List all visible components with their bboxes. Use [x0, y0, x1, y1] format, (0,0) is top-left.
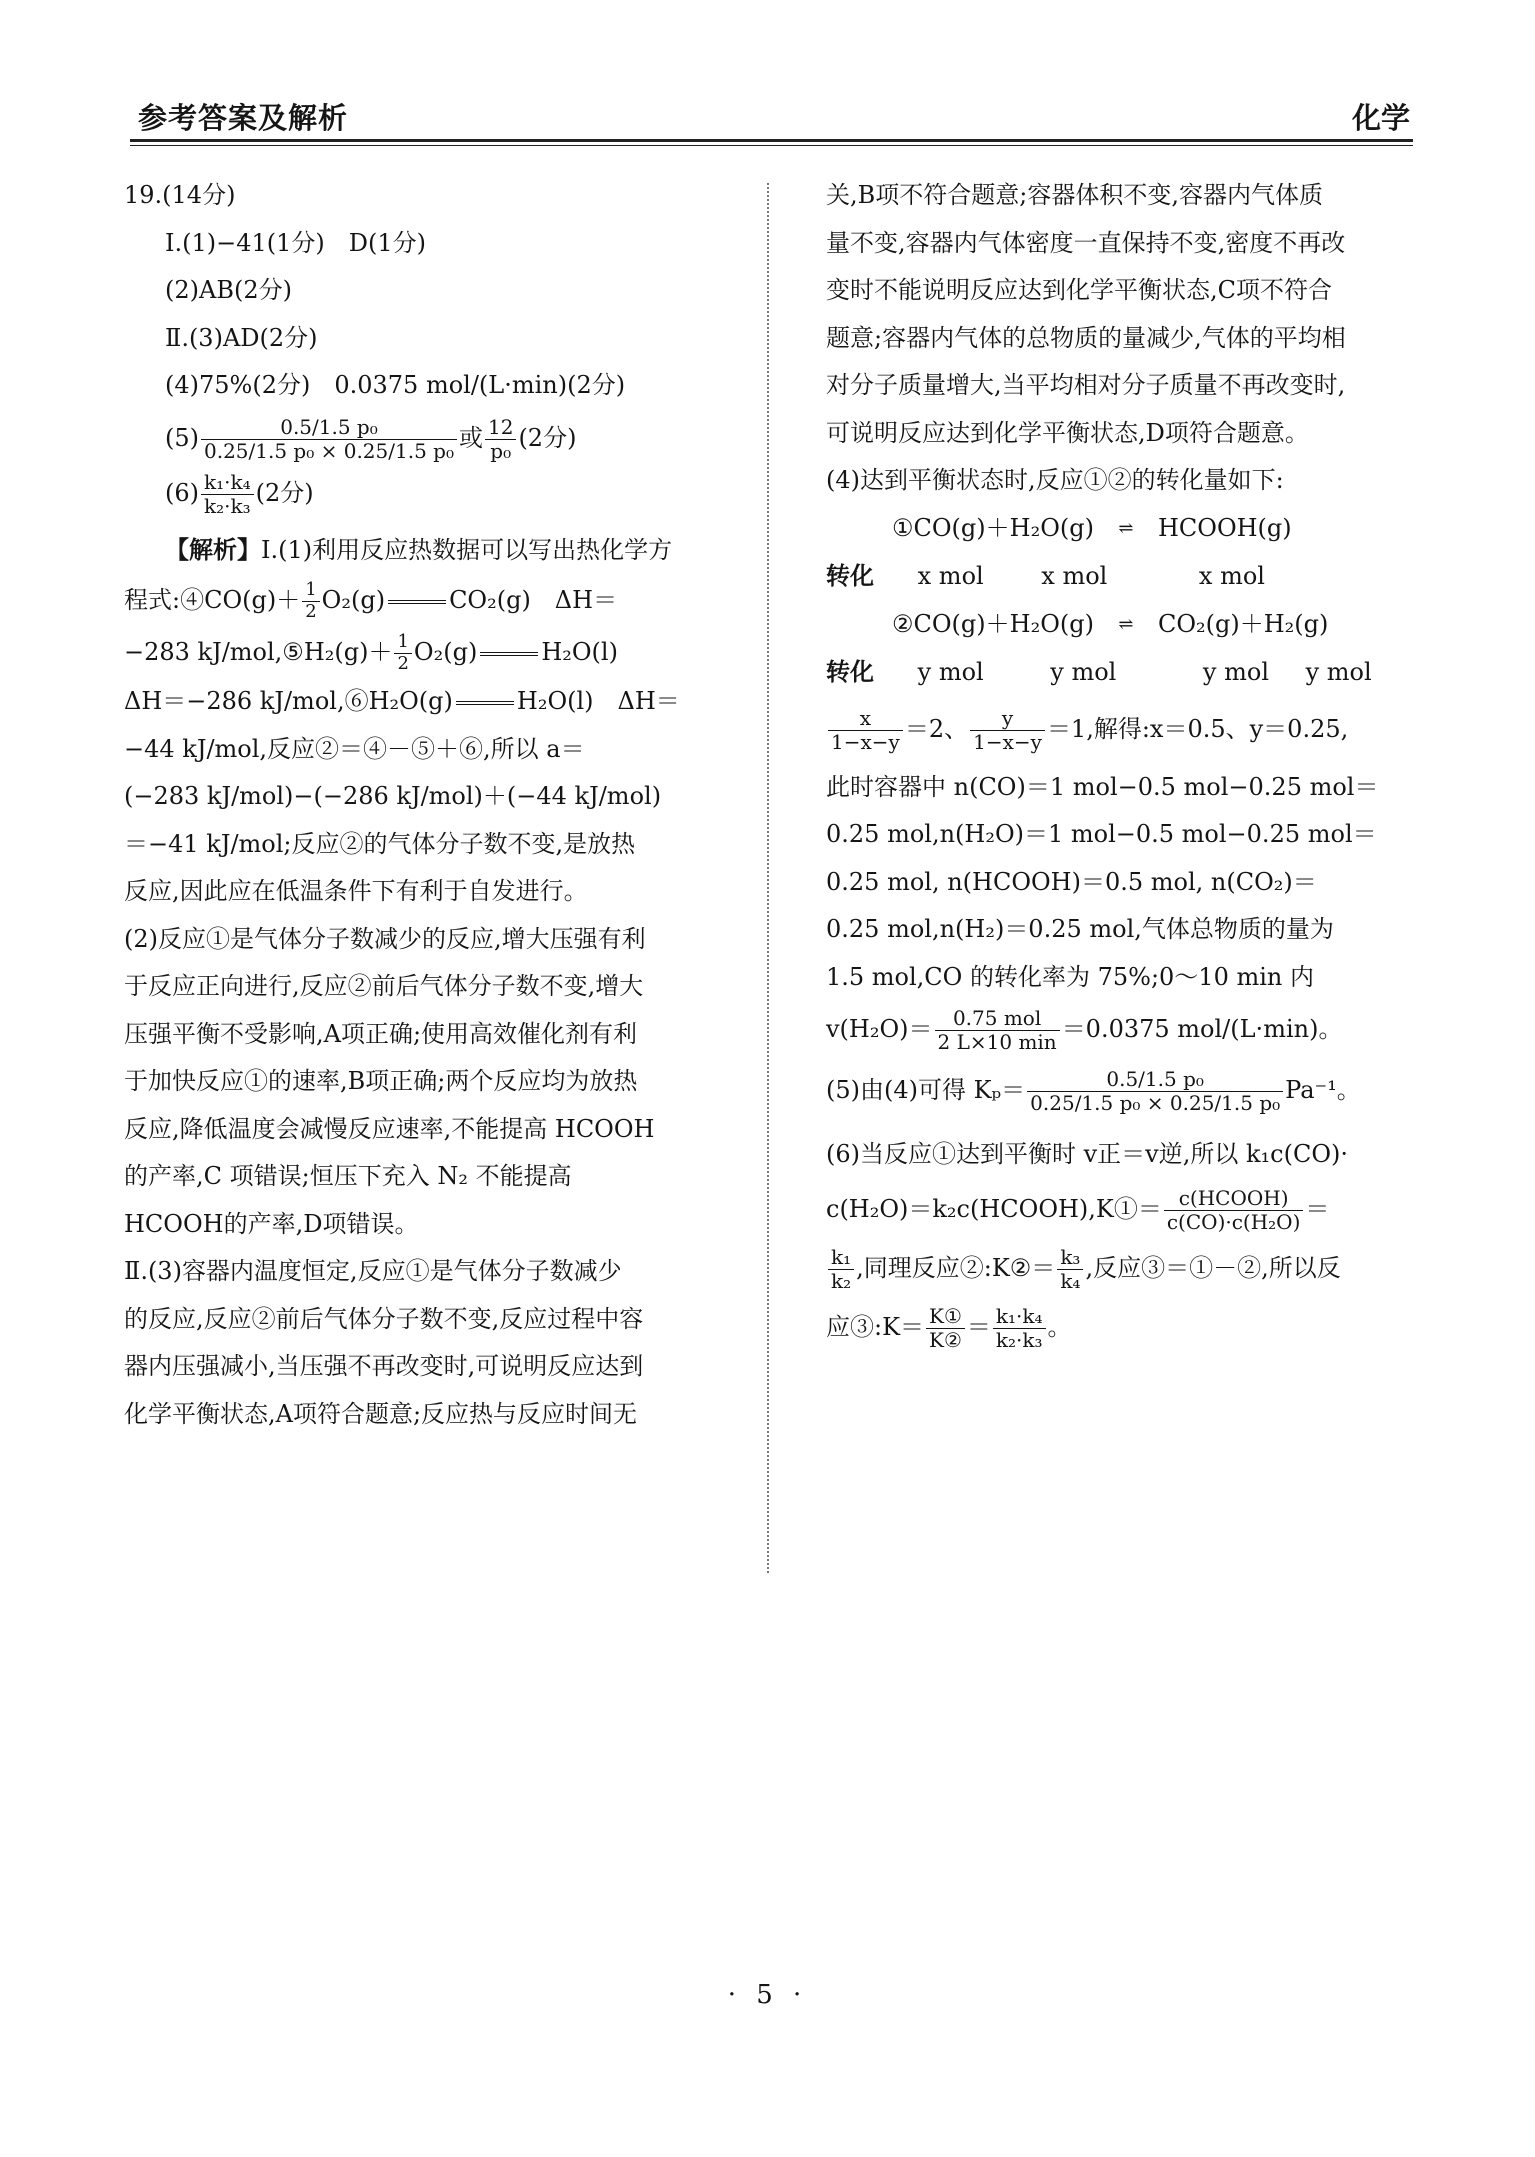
text-line: 压强平衡不受影响,A项正确;使用高效催化剂有利	[124, 1019, 638, 1048]
equals-arrow	[480, 652, 538, 656]
answer-5: (5) $\frac{\text{0.5/1.5 p₀}}{\text{0.25/1.5 p₀ × 0.25/1.5 p₀}}$ 或 $\frac{12}{\text{p₀}}$ (2分)	[165, 414, 577, 463]
equation-5: −283 kJ/mol,⑤H₂(g)＋ $\frac{1}{2}$ O₂(g) H₂O(l)	[124, 631, 618, 674]
analysis-label: 【解析】	[165, 534, 261, 564]
text-line: 0.25 mol,n(H₂O)＝1 mol−0.5 mol−0.25 mol＝	[826, 820, 1377, 848]
text-line: 于反应正向进行,反应②前后气体分子数不变,增大	[124, 972, 644, 1000]
question-label: 19.(14分)	[124, 181, 236, 209]
text-line: 化学平衡状态,A项符合题意;反应热与反应时间无	[124, 1399, 638, 1428]
text-line: Ⅱ.(3)容器内温度恒定,反应①是气体分子数减少	[124, 1257, 622, 1285]
reaction-1: ①CO(g)＋H₂O(g) ⇌ HCOOH(g)	[892, 513, 1292, 542]
text-line: 0.25 mol,n(H₂)＝0.25 mol,气体总物质的量为	[826, 915, 1334, 943]
conversion-row-1: 转化 x mol x mol x mol	[826, 561, 1265, 590]
text-line: (4)达到平衡状态时,反应①②的转化量如下:	[826, 466, 1284, 494]
text-line: ＝−41 kJ/mol;反应②的气体分子数不变,是放热	[124, 829, 636, 858]
answer-2: (2)AB(2分)	[165, 276, 292, 304]
header-rule-thin	[130, 145, 1413, 146]
header-title: 参考答案及解析	[138, 101, 349, 135]
text-line: 的产率,C 项错误;恒压下充入 N₂ 不能提高	[124, 1162, 572, 1190]
text-line: (−283 kJ/mol)−(−286 kJ/mol)＋(−44 kJ/mol)	[124, 782, 662, 810]
analysis-line: 【解析】Ⅰ.(1)利用反应热数据可以写出热化学方	[165, 534, 673, 564]
reaction-2: ②CO(g)＋H₂O(g) ⇌ CO₂(g)＋H₂(g)	[892, 609, 1329, 638]
text-line: (6)当反应①达到平衡时 v正＝v逆,所以 k₁c(CO)·	[826, 1140, 1348, 1168]
right-column	[826, 172, 1416, 1352]
text-line: 量不变,容器内气体密度一直保持不变,密度不再改	[826, 228, 1346, 257]
k2-equation: $\frac{\text{k₁}}{\text{k₂}}$ ,同理反应②:K②＝ $\frac{\text{k₃}}{\text{k₄}}$ ,反应③＝①－②,所以反	[826, 1246, 1416, 1293]
text-line: −44 kJ/mol,反应②＝④－⑤＋⑥,所以 a＝	[124, 734, 585, 763]
answer-4: (4)75%(2分) 0.0375 mol/(L·min)(2分)	[165, 371, 626, 399]
page-number: · 5 ·	[727, 1980, 808, 2010]
page-header	[138, 96, 1410, 136]
text-line: 反应,降低温度会减慢反应速率,不能提高 HCOOH	[124, 1114, 655, 1143]
reversible-arrow: ⇌	[1118, 614, 1134, 635]
column-divider	[767, 183, 769, 1573]
equals-arrow	[388, 600, 446, 604]
text-line: HCOOH的产率,D项错误。	[124, 1209, 419, 1238]
rate-equation: v(H₂O)＝ $\frac{\text{0.75 mol}}{2 L\times 10 \min}$ ＝0.0375 mol/(L·min)。	[826, 1006, 1343, 1054]
text-line: 可说明反应达到化学平衡状态,D项符合题意。	[826, 418, 1309, 447]
conversion-row-2: 转化 y mol y mol y mol y mol	[826, 657, 1372, 686]
reversible-arrow: ⇌	[1118, 518, 1134, 539]
text-line: 0.25 mol, n(HCOOH)＝0.5 mol, n(CO₂)＝	[826, 867, 1317, 896]
answer-5-alt-fraction: $\frac{12}{\text{p₀}}$	[485, 416, 516, 463]
text-line: 此时容器中 n(CO)＝1 mol−0.5 mol−0.25 mol＝	[826, 772, 1379, 801]
text-line: (2)反应①是气体分子数减少的反应,增大压强有利	[124, 924, 646, 953]
equation-4: 程式:④CO(g)＋ $\frac{1}{2}$ O₂(g) CO₂(g) ΔH＝	[124, 579, 618, 622]
text-line: 关,B项不符合题意;容器体积不变,容器内气体质	[826, 181, 1323, 209]
answer-5-denominator: 0.25/1.5 p₀ × 0.25/1.5 p₀	[204, 438, 454, 463]
header-rule-thick	[130, 139, 1413, 142]
text-line: 题意;容器内气体的总物质的量减少,气体的平均相	[826, 323, 1346, 352]
text-line: 对分子质量增大,当平均相对分子质量不再改变时,	[826, 371, 1346, 399]
answer-3: Ⅱ.(3)AD(2分)	[165, 323, 318, 352]
header-subject: 化学	[1351, 101, 1410, 135]
answer-6-fraction: $\frac{\text{k₁·k₄}}{\text{k₂·k₃}}$	[201, 471, 254, 518]
k3-equation: 应③:K＝ $\frac{\text{K①}}{\text{K②}}$ ＝ $\frac{\text{k₁·k₄}}{\text{k₂·k₃}}$ 。	[826, 1303, 1072, 1352]
text-line: 1.5 mol,CO 的转化率为 75%;0～10 min 内	[826, 962, 1314, 991]
equals-arrow	[456, 701, 514, 705]
solve-equation: $\frac{x}{1-x-y}$ ＝2、 $\frac{y}{1-x-y}$ ＝1,解得:x＝0.5、y＝0.25,	[826, 707, 1416, 754]
left-column	[124, 172, 746, 1438]
text-line: 于加快反应①的速率,B项正确;两个反应均为放热	[124, 1067, 638, 1095]
text-line: 的反应,反应②前后气体分子数不变,反应过程中容	[124, 1304, 644, 1333]
equation-6: ΔH＝−286 kJ/mol,⑥H₂O(g) H₂O(l) ΔH＝	[124, 687, 680, 715]
k1-equation: c(H₂O)＝k₂c(HCOOH),K①＝ $\frac{\text{c(HCOOH)}}{\text{c(CO)·c(H₂O)}}$ ＝	[826, 1185, 1330, 1234]
kp-equation: (5)由(4)可得 Kₚ＝ $\frac{\text{0.5/1.5 p₀}}{\text{0.25/1.5 p₀ × 0.25/1.5 p₀}}$ Pa⁻¹。	[826, 1067, 1361, 1115]
answer-6: (6) $\frac{\text{k₁·k₄}}{\text{k₂·k₃}}$ (2分)	[165, 469, 314, 518]
text-line: 器内压强减小,当压强不再改变时,可说明反应达到	[124, 1352, 644, 1380]
text-line: 变时不能说明反应达到化学平衡状态,C项不符合	[826, 276, 1332, 304]
answer-5-fraction	[201, 416, 457, 463]
answer-5-numerator: 0.5/1.5 p₀	[201, 416, 457, 440]
answer-1: Ⅰ.(1)−41(1分) D(1分)	[165, 228, 426, 257]
text-line: 反应,因此应在低温条件下有利于自发进行。	[124, 877, 588, 905]
